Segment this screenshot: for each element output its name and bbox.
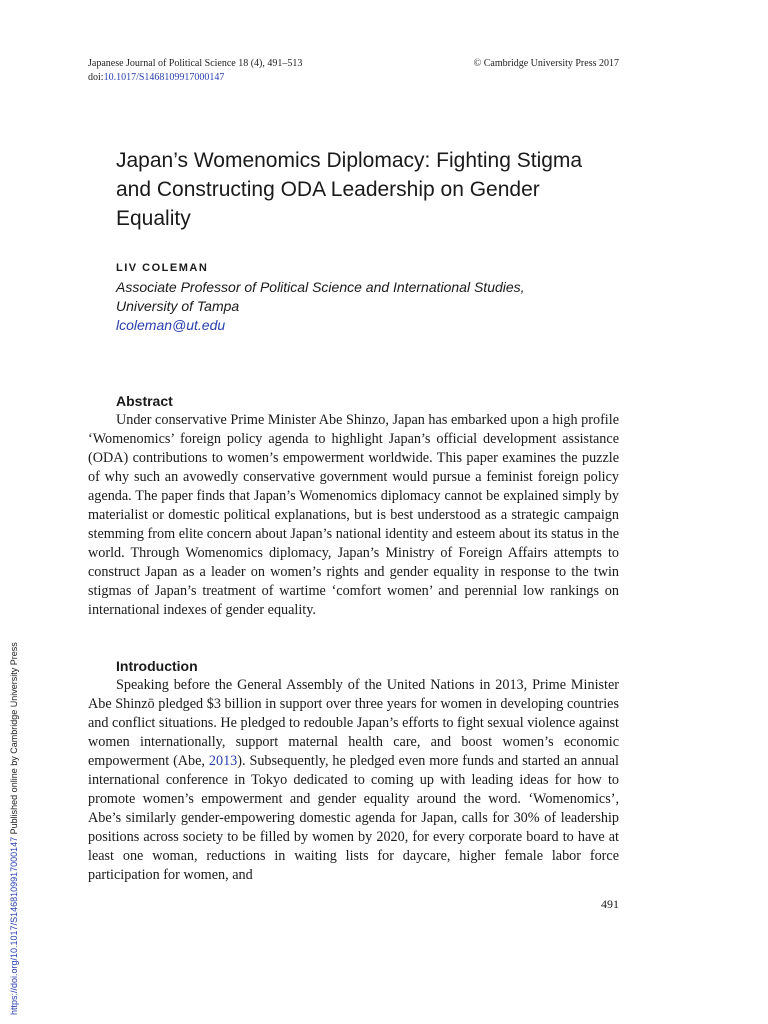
side-doi-link[interactable]: https://doi.org/10.1017/S1468109917000147 <box>9 836 19 1015</box>
author-block <box>116 260 616 335</box>
journal-citation: Japanese Journal of Political Science 18 (4), 491–513 <box>88 58 303 69</box>
copyright-notice: © Cambridge University Press 2017 <box>473 58 619 69</box>
doi-prefix: doi: <box>88 72 104 83</box>
intro-text-part2: ). Subsequently, he pledged even more funds and started an annual international conference in Tokyo dedicated to coming up with leading ideas for how to promote women’s empowerment and gender equality around the word. ‘Womenomics’, Abe’s similarly gender-empowering domestic agenda for Japan, calls for 30% of leadership positions across society to be filled by women by 2020, for every corporate board to have at least one woman, reductions in waiting lists for daycare, higher female labor force participation for women, and <box>88 753 619 883</box>
page-number: 491 <box>601 897 619 911</box>
side-publication-note <box>9 642 20 1015</box>
article-title: Japan’s Womenomics Diplomacy: Fighting Stigma and Constructing ODA Leadership on Gender Equality <box>116 149 583 230</box>
author-name: LIV COLEMAN <box>116 262 209 274</box>
doi-link[interactable]: 10.1017/S1468109917000147 <box>103 72 225 83</box>
journal-header <box>88 57 302 85</box>
citation-link[interactable]: 2013 <box>208 753 238 769</box>
abstract-heading: Abstract <box>116 393 173 409</box>
author-email-link[interactable]: lcoleman@ut.edu <box>116 317 226 333</box>
abstract-paragraph: Under conservative Prime Minister Abe Shinzo, Japan has embarked upon a high profile ‘Womenomics’ foreign policy agenda to highlight Japan’s official development assistance (ODA) contributions to women’s empowerment worldwide. This paper examines the puzzle of why such an avowedly conservative government would pursue a feminist foreign policy agenda. The paper finds that Japan’s Womenomics diplomacy cannot be explained simply by materialist or domestic political explanations, but is best understood as a strategic campaign stemming from elite concern about Japan’s national identity and esteem about its status in the world. Through Womenomics diplomacy, Japan’s Ministry of Foreign Affairs attempts to construct Japan as a leader on women’s rights and gender equality in response to the twin stigmas of Japan’s treatment of wartime ‘comfort women’ and perennial low rankings on international indexes of gender equality. <box>88 412 619 618</box>
author-affiliation-line2: University of Tampa <box>116 298 240 314</box>
doi-line <box>88 71 302 85</box>
intro-text-part1: Speaking before the General Assembly of the United Nations in 2013, Prime Minister Abe Shinzō pledged $3 billion in support over three years for women in developing countries and conflict situations. He pledged to redouble Japan’s efforts to fight sexual violence against women internationally, support maternal health care, and boost women’s economic empowerment (Abe, <box>88 677 619 769</box>
introduction-paragraph <box>88 676 619 885</box>
side-note-text: Published online by Cambridge University Press <box>9 642 19 837</box>
introduction-heading: Introduction <box>116 658 198 674</box>
author-affiliation-line1: Associate Professor of Political Science and International Studies, <box>116 279 525 295</box>
abstract-body <box>88 411 619 620</box>
introduction-body <box>88 676 619 885</box>
